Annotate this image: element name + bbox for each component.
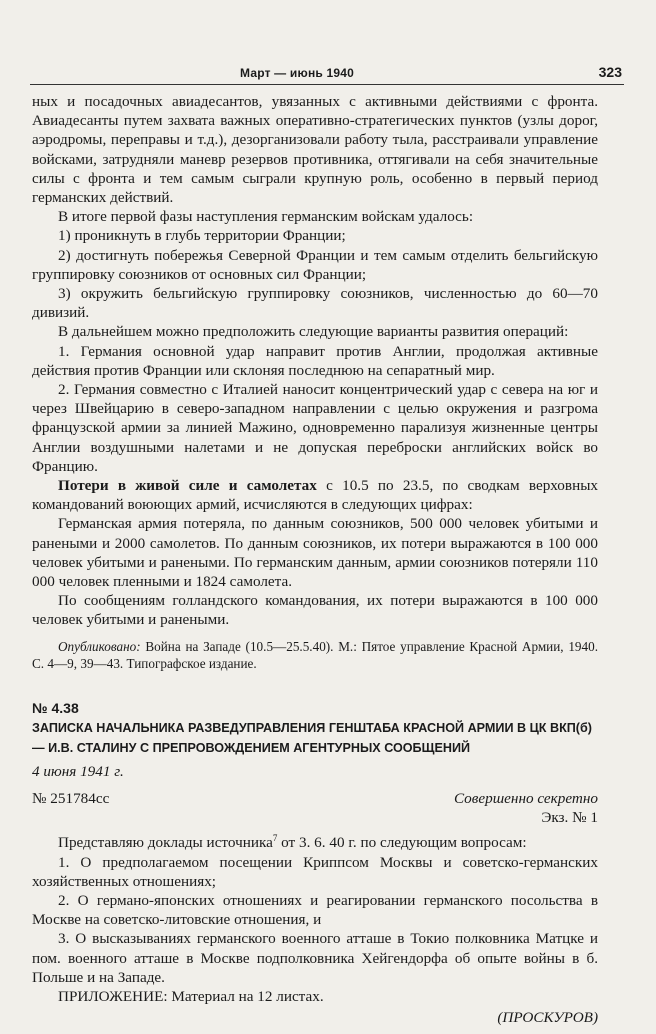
classification-stamp: Совершенно секретно — [453, 789, 598, 807]
list-item: 2. О германо-японских отношениях и реагировании германского посольства в Москве на советско-литовские отношения, и — [32, 891, 598, 929]
intro-text-rest: от 3. 6. 40 г. по следующим вопросам: — [277, 834, 527, 852]
list-item: 3) окружить бельгийскую группировку союзников, численностью до 60—70 дивизий. — [32, 285, 598, 322]
document-date: 4 июня 1941 г. — [32, 762, 124, 780]
list-item: 1. Германия основной удар направит против Англии, продолжая активные действия против Франции или склоняя последнюю на сепаратный мир. — [32, 342, 598, 379]
paragraph: Германская армия потеряла, по данным союзников, 500 000 человек убитыми и ранеными и 2000 самолетов. По данным союзников, их потери выражаются в 100 000 человек убитыми и ранеными. По германским данным, армии союзников потеряли 110 000 человек пленными и 1824 самолета. — [32, 515, 598, 591]
copy-number: Экз. № 1 — [541, 809, 598, 827]
registration-number: № 251784сс — [32, 789, 110, 807]
document-number: № 4.38 — [32, 699, 79, 716]
paragraph: ных и посадочных авиадесантов, увязанных с активными действиями с фронта. Авиадесанты путем захвата важных оперативно-стратегических пунктов (узлы дорог, аэродромы, переправы и т.д.), дезорганизовали работу тыла, расстраивали управление войсками, затрудняли маневр резервов противника, оттягивали на себя значительные силы с фронта и тем самым сыграли крупную роль, особенно в первый период германских действий. — [32, 93, 598, 207]
paragraph: По сообщениям голландского командования, их потери выражаются в 100 000 человек убитыми и ранеными. — [32, 592, 598, 629]
page-body — [32, 92, 598, 1027]
running-title: Март — июнь 1940 — [239, 66, 354, 80]
source-note — [32, 638, 598, 673]
list-item: 1. О предполагаемом посещении Криппсом Москвы и советско-германских хозяйственных отношениях; — [32, 853, 598, 890]
source-text: Война на Западе (10.5—25.5.40). М.: Пятое управление Красной Армии, 1940. С. 4—9, 39—43. Типографское издание. — [32, 638, 598, 672]
losses-heading: Потери в живой силе и самолетах — [58, 477, 317, 495]
losses-text: с 10.5 по 23.5, по сводкам верховных командований воюющих армий, исчисляются в следующих цифрах: — [32, 477, 599, 514]
document-title: ЗАПИСКА НАЧАЛЬНИКА РАЗВЕДУПРАВЛЕНИЯ ГЕНШТАБА КРАСНОЙ АРМИИ В ЦК ВКП(б) — И.В. СТАЛИНУ С ПРЕПРОВОЖДЕНИЕМ АГЕНТУРНЫХ СООБЩЕНИЙ — [32, 720, 592, 755]
registration-row — [32, 789, 598, 808]
page-number: 323 — [598, 64, 622, 80]
list-item: 2) достигнуть побережья Северной Франции и тем самым отделить бельгийскую группировку союзников от основных сил Франции; — [32, 246, 598, 283]
list-item: 3. О высказываниях германского военного атташе в Токио полковника Матцке и пом. военного атташе в Москве подполковника Хейгендорфа об опыте войны в б. Польше и на Западе. — [32, 930, 598, 986]
signature: (ПРОСКУРОВ) — [497, 1009, 598, 1027]
intro-paragraph — [32, 833, 598, 852]
paragraph: В итоге первой фазы наступления германским войскам удалось: — [58, 208, 474, 226]
source-label: Опубликовано: — [58, 638, 141, 654]
intro-text: Представляю доклады источника — [58, 834, 273, 852]
footnote-ref: 7 — [272, 833, 278, 844]
list-item: 2. Германия совместно с Италией наносит концентрический удар с севера на юг и через Швейцарию в северо-западном направлении с целью окружения и разгрома французской армии за линией Мажино, одновременно парализуя жизненные центры Англии воздушными налетами и не допуская переброски английских войск во Францию. — [32, 381, 598, 475]
page-header — [30, 64, 624, 85]
appendix-line: ПРИЛОЖЕНИЕ: Материал на 12 листах. — [58, 987, 324, 1005]
paragraph: В дальнейшем можно предположить следующие варианты развития операций: — [58, 323, 569, 341]
losses-paragraph — [32, 476, 598, 514]
list-item: 1) проникнуть в глубь территории Франции; — [58, 227, 346, 245]
